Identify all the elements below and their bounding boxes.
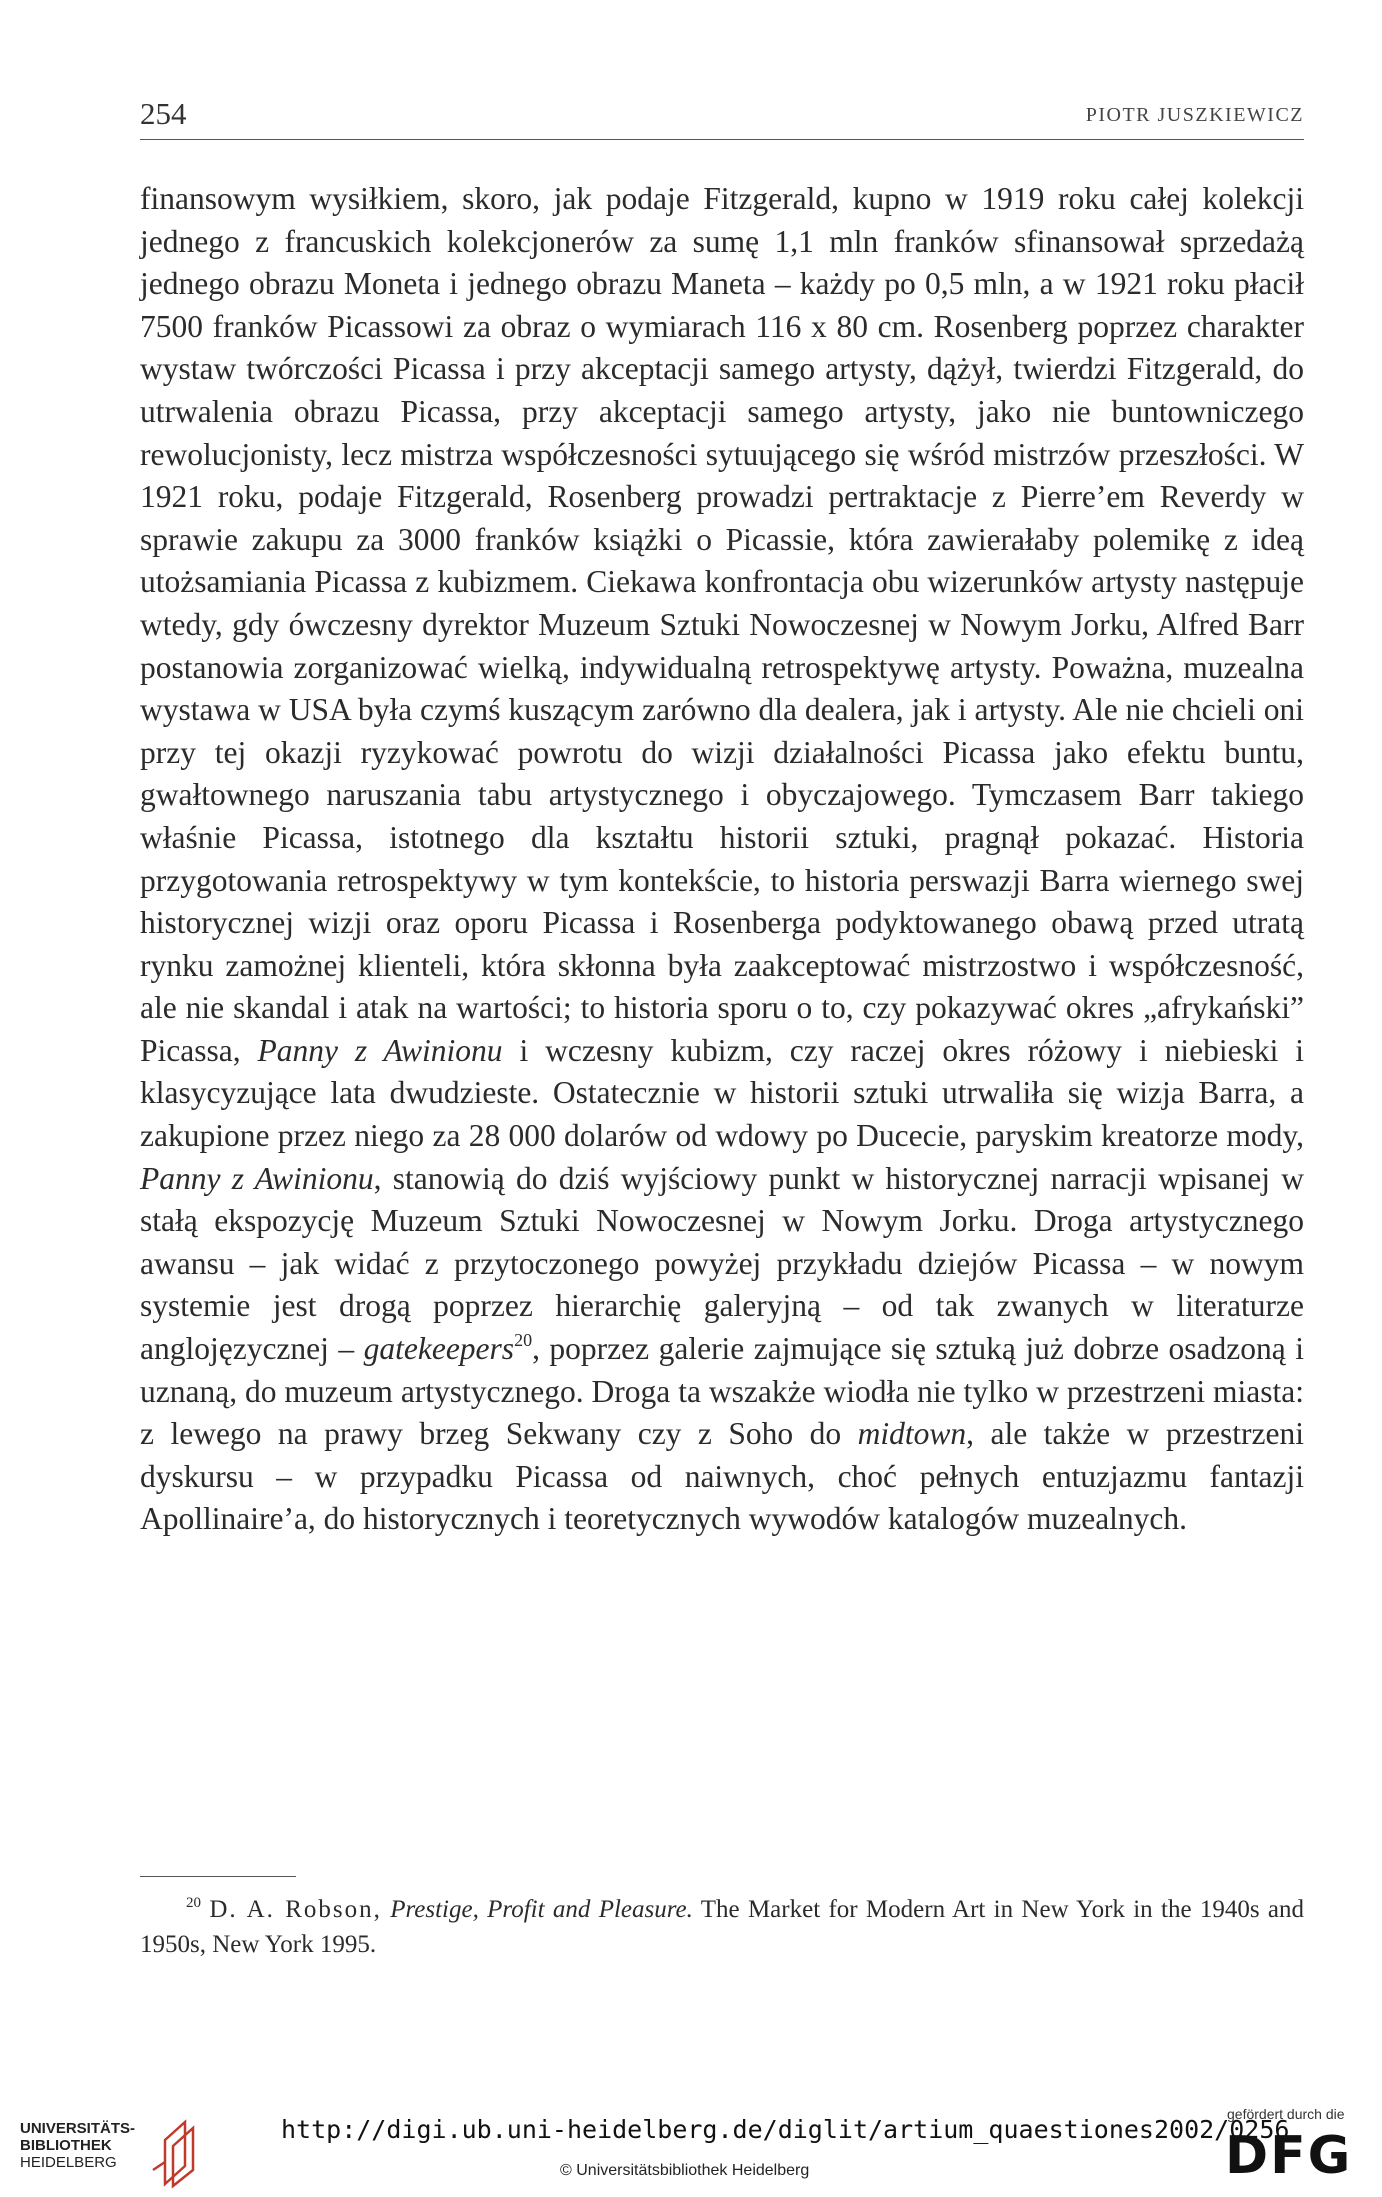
page-header xyxy=(140,96,1304,140)
body-text-segment: i wczesny kubizm, czy raczej okres różowy i niebieski i klasycyzujące lata dwudzieste. Ostatecznie w historii sztuki utrwaliła się wizja Barra, a zakupione przez niego za 28 000 dolarów od wdowy po Ducecie, paryskim kreatorze mody, xyxy=(140,1032,1304,1154)
body-text-segment: finansowym wysiłkiem, skoro, jak podaje Fitzgerald, kupno w 1919 roku całej kolekcji jednego z francuskich kolekcjonerów za sumę 1,1 mln franków sfinansował sprzedażą jednego obrazu Moneta i jednego obrazu Maneta – każdy po 0,5 mln, a w 1921 roku płacił 7500 franków Picassowi za obraz o wymiarach 116 x 80 cm. Rosenberg poprzez charakter wystaw twórczości Picassa i przy akceptacji samego artysty, dążył, twierdzi Fitzgerald, do utrwalenia obrazu Picassa, przy akceptacji samego artysty, jako nie buntowniczego rewolucjonisty, lecz mistrza współczesności sytuującego się wśród mistrzów przeszłości. W 1921 roku, podaje Fitzgerald, Rosenberg prowadzi pertraktacje z Pierre’em Reverdy w sprawie zakupu za 3000 franków książki o Picassie, która zawierałaby polemikę z ideą utożsamiania Picassa z kubizmem. Ciekawa konfrontacja obu wizerunków artysty następuje wtedy, gdy ówczesny dyrektor Muzeum Sztuki Nowoczesnej w Nowym Jorku, Alfred Barr postanowia zorganizować wielką, indywidualną retrospektywę artysty. Poważna, muzealna wystawa w USA była czymś kuszącym zarówno dla dealera, jak i artysty. Ale nie chcieli oni przy tej okazji ryzykować powrotu do wizji działalności Picassa jako efektu buntu, gwałtownego naruszania tabu artystycznego i obyczajowego. Tymczasem Barr takiego właśnie Picassa, istotnego dla kształtu historii sztuki, pragnął pokazać. Historia przygotowania retrospektywy w tym kontekście, to historia perswazji Barra wiernego swej historycznej wizji oraz oporu Picassa i Rosenberga podyktowanego obawą przed utratą rynku zamożnej klienteli, która skłonna była zaakceptować mistrzostwo i współczesność, ale nie skandal i atak na wartości; to historia sporu o to, czy pokazywać okres „afrykański” Picassa, xyxy=(140,181,1304,1068)
footnote-reference[interactable]: 20 xyxy=(514,1330,533,1351)
page-number: 254 xyxy=(140,96,187,131)
footnote-divider xyxy=(140,1876,296,1877)
source-url-link[interactable]: http://digi.ub.uni-heidelberg.de/diglit/artium_quaestiones2002/0256 xyxy=(281,2115,1290,2144)
footnote xyxy=(140,1892,1304,1962)
running-header-author: PIOTR JUSZKIEWICZ xyxy=(1085,104,1304,126)
main-text xyxy=(140,178,1304,1541)
italic-term: midtown xyxy=(857,1416,967,1452)
digitization-footer xyxy=(0,2100,1382,2197)
italic-title: Panny z Awinionu xyxy=(257,1032,503,1068)
library-city: HEIDELBERG xyxy=(20,2154,117,2171)
footnote-number: 20 xyxy=(186,1895,201,1911)
library-name-line: UNIVERSITÄTS- xyxy=(20,2120,136,2137)
funding-caption: gefördert durch die xyxy=(1227,2106,1345,2122)
copyright-notice: © Universitätsbibliothek Heidelberg xyxy=(560,2162,810,2179)
italic-title: Panny z Awinionu xyxy=(140,1160,374,1196)
body-text-segment: , ale także w przestrzeni dyskursu – w przypadku Picassa od naiwnych, choć pełnych entuzjazmu fantazji Apollinaire’a, do historycznych i teoretycznych wywodów katalogów muzealnych. xyxy=(140,1416,1304,1537)
footnote-author: D. A. Robson, xyxy=(209,1896,382,1923)
italic-term: gatekeepers xyxy=(363,1331,515,1367)
library-mark-icon xyxy=(145,2110,200,2190)
body-text-segment: , poprzez galerie zajmujące się sztuką już dobrze osadzoną i uznaną, do muzeum artystycznego. Droga ta wszakże wiodła nie tylko w przestrzeni miasta: z lewego na prawy brzeg Sekwany czy z Soho do xyxy=(140,1331,1304,1452)
body-text-segment: , stanowią do dziś wyjściowy punkt w historycznej narracji wpisanej w stałą ekspozycję Muzeum Sztuki Nowoczesnej w Nowym Jorku. Droga artystycznego awansu – jak widać z przytoczonego powyżej przykładu dziejów Picassa – w nowym systemie jest drogą poprzez hierarchię galeryjną – od tak zwanych w literaturze anglojęzycznej – xyxy=(140,1160,1304,1367)
library-logo xyxy=(20,2120,135,2171)
body-paragraph xyxy=(140,178,1304,1541)
library-name-line: BIBLIOTHEK xyxy=(20,2137,112,2154)
footnote-title: Prestige, Profit and Pleasure. xyxy=(390,1896,693,1923)
dfg-logo: DFG xyxy=(1225,2126,1353,2186)
footnote-text: The Market for Modern Art in New York in the 1940s and 1950s, New York 1995. xyxy=(140,1896,1305,1958)
